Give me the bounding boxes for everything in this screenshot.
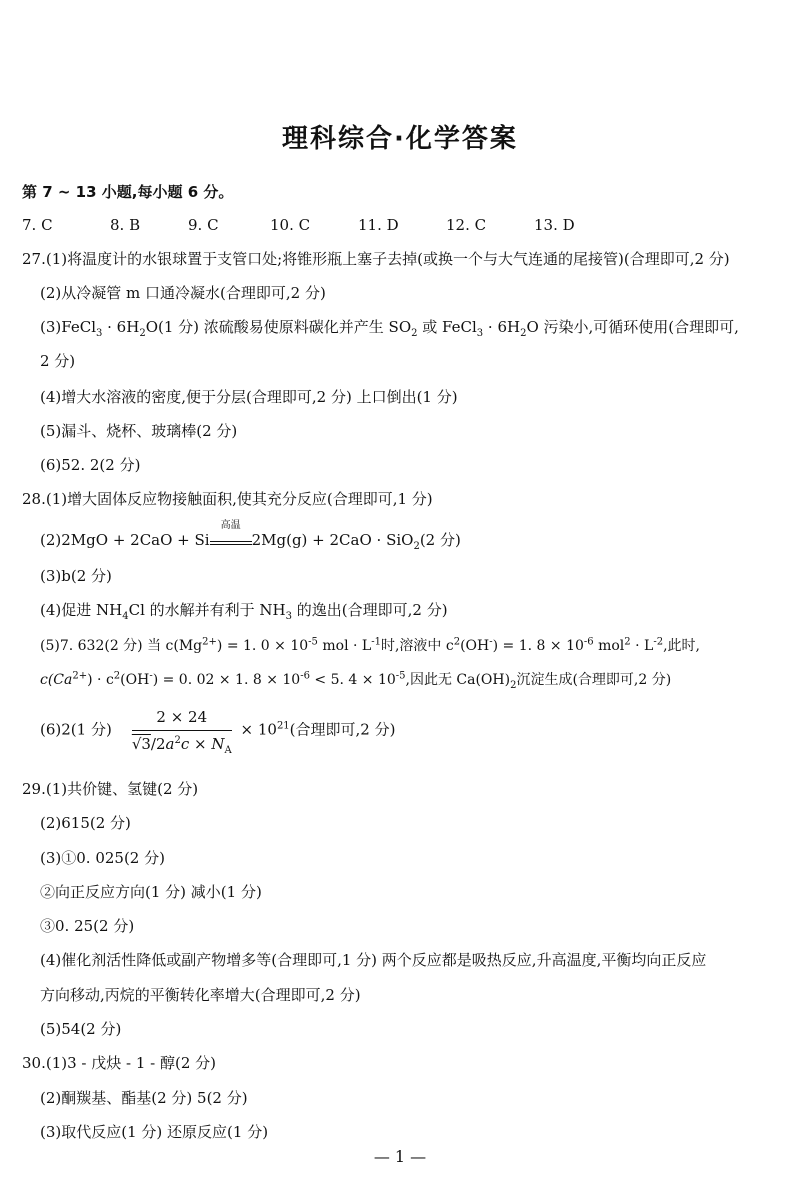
page-number: — 1 — — [373, 1147, 427, 1166]
q27-part3: (3)FeCl$_3$ · $6H_2O(1$ 分) 浓硫酸易使原料碳化并产生 $SO_2$ 或 FeCl$_3$ · $6H_2O$ 污染小,可循环使用(合理即可, — [40, 318, 739, 339]
q28-part5-cont: $c(Ca^{2+}) \cdot c^2(OH^-) = 0$. 02 × 1. $8 \times 10^{-6} < 5$. $4 \times 10^{-5}$,因此无 $Ca(OH)_2$沉淀生成(合理即可,2 分) — [40, 670, 672, 691]
q29-part5: (5)54(2 分) — [40, 1020, 122, 1038]
q28-part3: (3)b(2 分) — [40, 567, 112, 585]
page-title: 理科综合·化学答案 — [282, 124, 518, 154]
q28-part2: (2)2MgO + 2CaO + Si 高温 2Mg(g) + 2CaO · SiO$_2$(2 分) — [40, 520, 461, 552]
q29-part3: (3)①0. 025(2 分) — [40, 849, 165, 867]
q28-part6: (6)2(1 分) $\frac{2 \times 24}{√3/2a^2c \times N_A}$ × $10^{21}$(合理即可,2 分) — [40, 708, 396, 756]
q27-part4: (4)增大水溶液的密度,便于分层(合理即可,2 分) 上口倒出(1 分) — [40, 388, 458, 406]
mc-answers — [22, 215, 614, 235]
mc-answer: 8. B — [110, 216, 141, 234]
q27-part6: (6)52. 2(2 分) — [40, 456, 141, 474]
q30-part3: (3)取代反应(1 分) 还原反应(1 分) — [40, 1123, 269, 1141]
mc-answer: 9. C — [188, 216, 219, 234]
q29-part1: 29.(1)共价键、氢键(2 分) — [22, 780, 199, 798]
section-intro: 第 7 ~ 13 小题,每小题 6 分。 — [22, 183, 234, 201]
q29-part4: (4)催化剂活性降低或副产物增多等(合理即可,1 分) 两个反应都是吸热反应,升高温度,平衡均向正反应 — [40, 951, 707, 969]
q29-part4-cont: 方向移动,丙烷的平衡转化率增大(合理即可,2 分) — [40, 986, 361, 1004]
q28-part4: (4)促进 $NH_4Cl$ 的水解并有利于 $NH_3$ 的逸出(合理即可,2 分) — [40, 601, 448, 622]
mc-answer: 7. C — [22, 216, 53, 234]
mc-answer: 13. D — [534, 216, 575, 234]
q27-part5: (5)漏斗、烧杯、玻璃棒(2 分) — [40, 422, 238, 440]
q30-part1: 30.(1)3 - 戊炔 - 1 - 醇(2 分) — [22, 1054, 217, 1072]
q27-part1: 27.(1)将温度计的水银球置于支管口处;将锥形瓶上塞子去掉(或换一个与大气连通的尾接管)(合理即可,2 分) — [22, 250, 730, 268]
q28-part5: (5)7. 632(2 分) 当 $c(Mg^{2+}) = 1$. $0 \times 10^{-5}$ mol · $L^{-1}$时,溶液中 $c^2(OH^-) = 1$. $8 \times 10^{-6}$ $mol^2 \cdot L^{-2}$,此时, — [40, 636, 700, 654]
q29-part3-3: ③0. 25(2 分) — [40, 917, 135, 935]
q27-part3-cont: 2 分) — [40, 352, 76, 370]
q29-part3-2: ②向正反应方向(1 分) 减小(1 分) — [40, 883, 262, 901]
q28-part1: 28.(1)增大固体反应物接触面积,使其充分反应(合理即可,1 分) — [22, 490, 433, 508]
q30-part2: (2)酮羰基、酯基(2 分) 5(2 分) — [40, 1089, 248, 1107]
mc-answer: 12. C — [446, 216, 487, 234]
density-fraction: $\frac{2 \times 24}{√3/2a^2c \times N_A}$ — [131, 708, 232, 756]
mc-answer: 11. D — [358, 216, 399, 234]
q27-part2: (2)从冷凝管 m 口通冷凝水(合理即可,2 分) — [40, 284, 326, 302]
q29-part2: (2)615(2 分) — [40, 814, 131, 832]
reaction-condition: 高温 — [210, 534, 252, 545]
mc-answer: 10. C — [270, 216, 311, 234]
